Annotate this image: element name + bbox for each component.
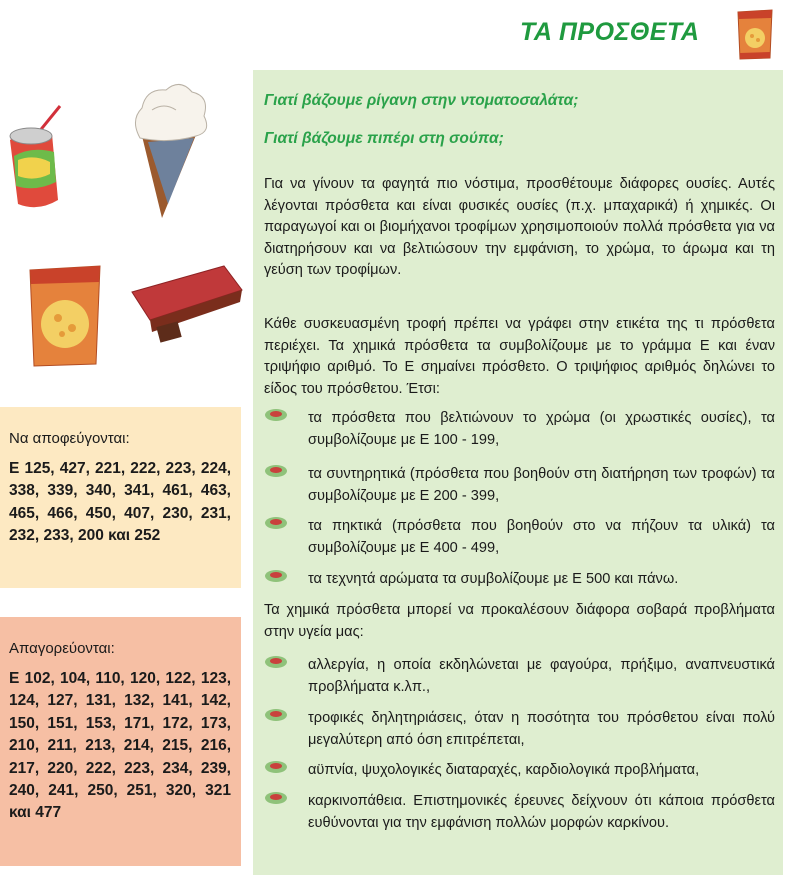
list-item	[264, 569, 775, 591]
category-thickeners: τα πηκτικά (πρόσθετα που βοηθούν στο να πήζουν τα υλικά) τα συμβολίζουμε με Ε 400 - 499,	[308, 518, 775, 556]
forbidden-label: Απαγορεύονται:	[9, 640, 115, 657]
main-text-panel	[253, 70, 783, 875]
chips-bag-icon	[732, 6, 778, 62]
list-item	[264, 791, 775, 834]
leaf-bullet-icon	[264, 791, 288, 805]
question-pepper: Γιατί βάζουμε πιπέρι στη σούπα;	[264, 130, 504, 147]
problem-cancer: καρκινοπάθεια. Επιστημονικές έρευνες δείχνουν ότι κάποια πρόσθετα ευθύνονται για την εμφάνιση πολλών μορφών καρκίνου.	[308, 793, 775, 831]
forbidden-additives-box	[0, 617, 241, 866]
leaf-bullet-icon	[264, 708, 288, 722]
avoid-codes: Ε 125, 427, 221, 222, 223, 224, 338, 339, 340, 341, 461, 463, 465, 466, 450, 407, 230, 231, 232, 233, 200 και 252	[9, 460, 231, 545]
category-flavors: τα τεχνητά αρώματα τα συμβολίζουμε με Ε 500 και πάνω.	[308, 571, 679, 587]
category-colorants: τα πρόσθετα που βελτιώνουν το χρώμα (οι χρωστικές ουσίες), τα συμβολίζουμε με Ε 100 - 199,	[308, 410, 775, 448]
leaf-bullet-icon	[264, 655, 288, 669]
forbidden-codes: Ε 102, 104, 110, 120, 122, 123, 124, 127, 131, 132, 141, 142, 150, 151, 153, 171, 172, 173, 210, 211, 213, 214, 215, 216, 217, 220, 222, 223, 234, 239, 240, 241, 250, 251, 320, 321 και 477	[9, 670, 231, 822]
soda-can-icon	[4, 104, 72, 214]
labeling-paragraph: Κάθε συσκευασμένη τροφή πρέπει να γράφει στην ετικέτα της τι πρόσθετα περιέχει. Τα χημικά πρόσθετα τα συμβολίζουμε με το γράμμα Ε και έναν τριψήφιο αριθμό. Το Ε σημαίνει πρόσθετο. Ο τριψήφιος αριθμός δηλώνει το είδος του πρόσθετου. Έτσι:	[264, 316, 775, 397]
chips-bag-icon	[22, 262, 108, 370]
list-item	[264, 760, 775, 782]
leaf-bullet-icon	[264, 516, 288, 530]
problem-allergy: αλλεργία, η οποία εκδηλώνεται με φαγούρα, πρήξιμο, αναπνευστικά προβλήματα κ.λπ.,	[308, 657, 775, 695]
list-item	[264, 408, 775, 451]
health-paragraph: Τα χημικά πρόσθετα μπορεί να προκαλέσουν διάφορα σοβαρά προβλήματα στην υγεία μας:	[264, 602, 775, 640]
avoid-additives-box	[0, 407, 241, 588]
chocolate-bar-icon	[128, 262, 246, 346]
question-oregano: Γιατί βάζουμε ρίγανη στην ντοματοσαλάτα;	[264, 92, 579, 109]
avoid-label: Να αποφεύγονται:	[9, 430, 130, 447]
leaf-bullet-icon	[264, 408, 288, 422]
leaf-bullet-icon	[264, 569, 288, 583]
list-item	[264, 708, 775, 751]
category-preservatives: τα συντηρητικά (πρόσθετα που βοηθούν στη διατήρηση των τροφών) τα συμβολίζουμε με Ε 200 - 399,	[308, 466, 775, 504]
problem-poisoning: τροφικές δηλητηριάσεις, όταν η ποσότητα του πρόσθετου είναι πολύ μεγαλύτερη από όση επιτρέπεται,	[308, 710, 775, 748]
intro-paragraph: Για να γίνουν τα φαγητά πιο νόστιμα, προσθέτουμε διάφορες ουσίες. Αυτές λέγονται πρόσθετα και είναι φυσικές ουσίες (π.χ. μπαχαρικά) ή χημικές. Οι παραγωγοί και οι βιομήχανοι τροφίμων χρησιμοποιούν πολλά πρόσθετα για να διατηρήσουν και να βελτιώσουν την εμφάνιση, το χρώμα, το άρωμα και τη γεύση των τροφίμων.	[264, 176, 775, 279]
list-item	[264, 655, 775, 698]
list-item	[264, 516, 775, 559]
problem-insomnia: αϋπνία, ψυχολογικές διαταραχές, καρδιολογικά προβλήματα,	[308, 762, 700, 778]
list-item	[264, 464, 775, 507]
leaf-bullet-icon	[264, 760, 288, 774]
ice-cream-cone-icon	[128, 80, 214, 220]
page-title: ΤΑ ΠΡΟΣΘΕΤΑ	[520, 18, 700, 46]
leaf-bullet-icon	[264, 464, 288, 478]
